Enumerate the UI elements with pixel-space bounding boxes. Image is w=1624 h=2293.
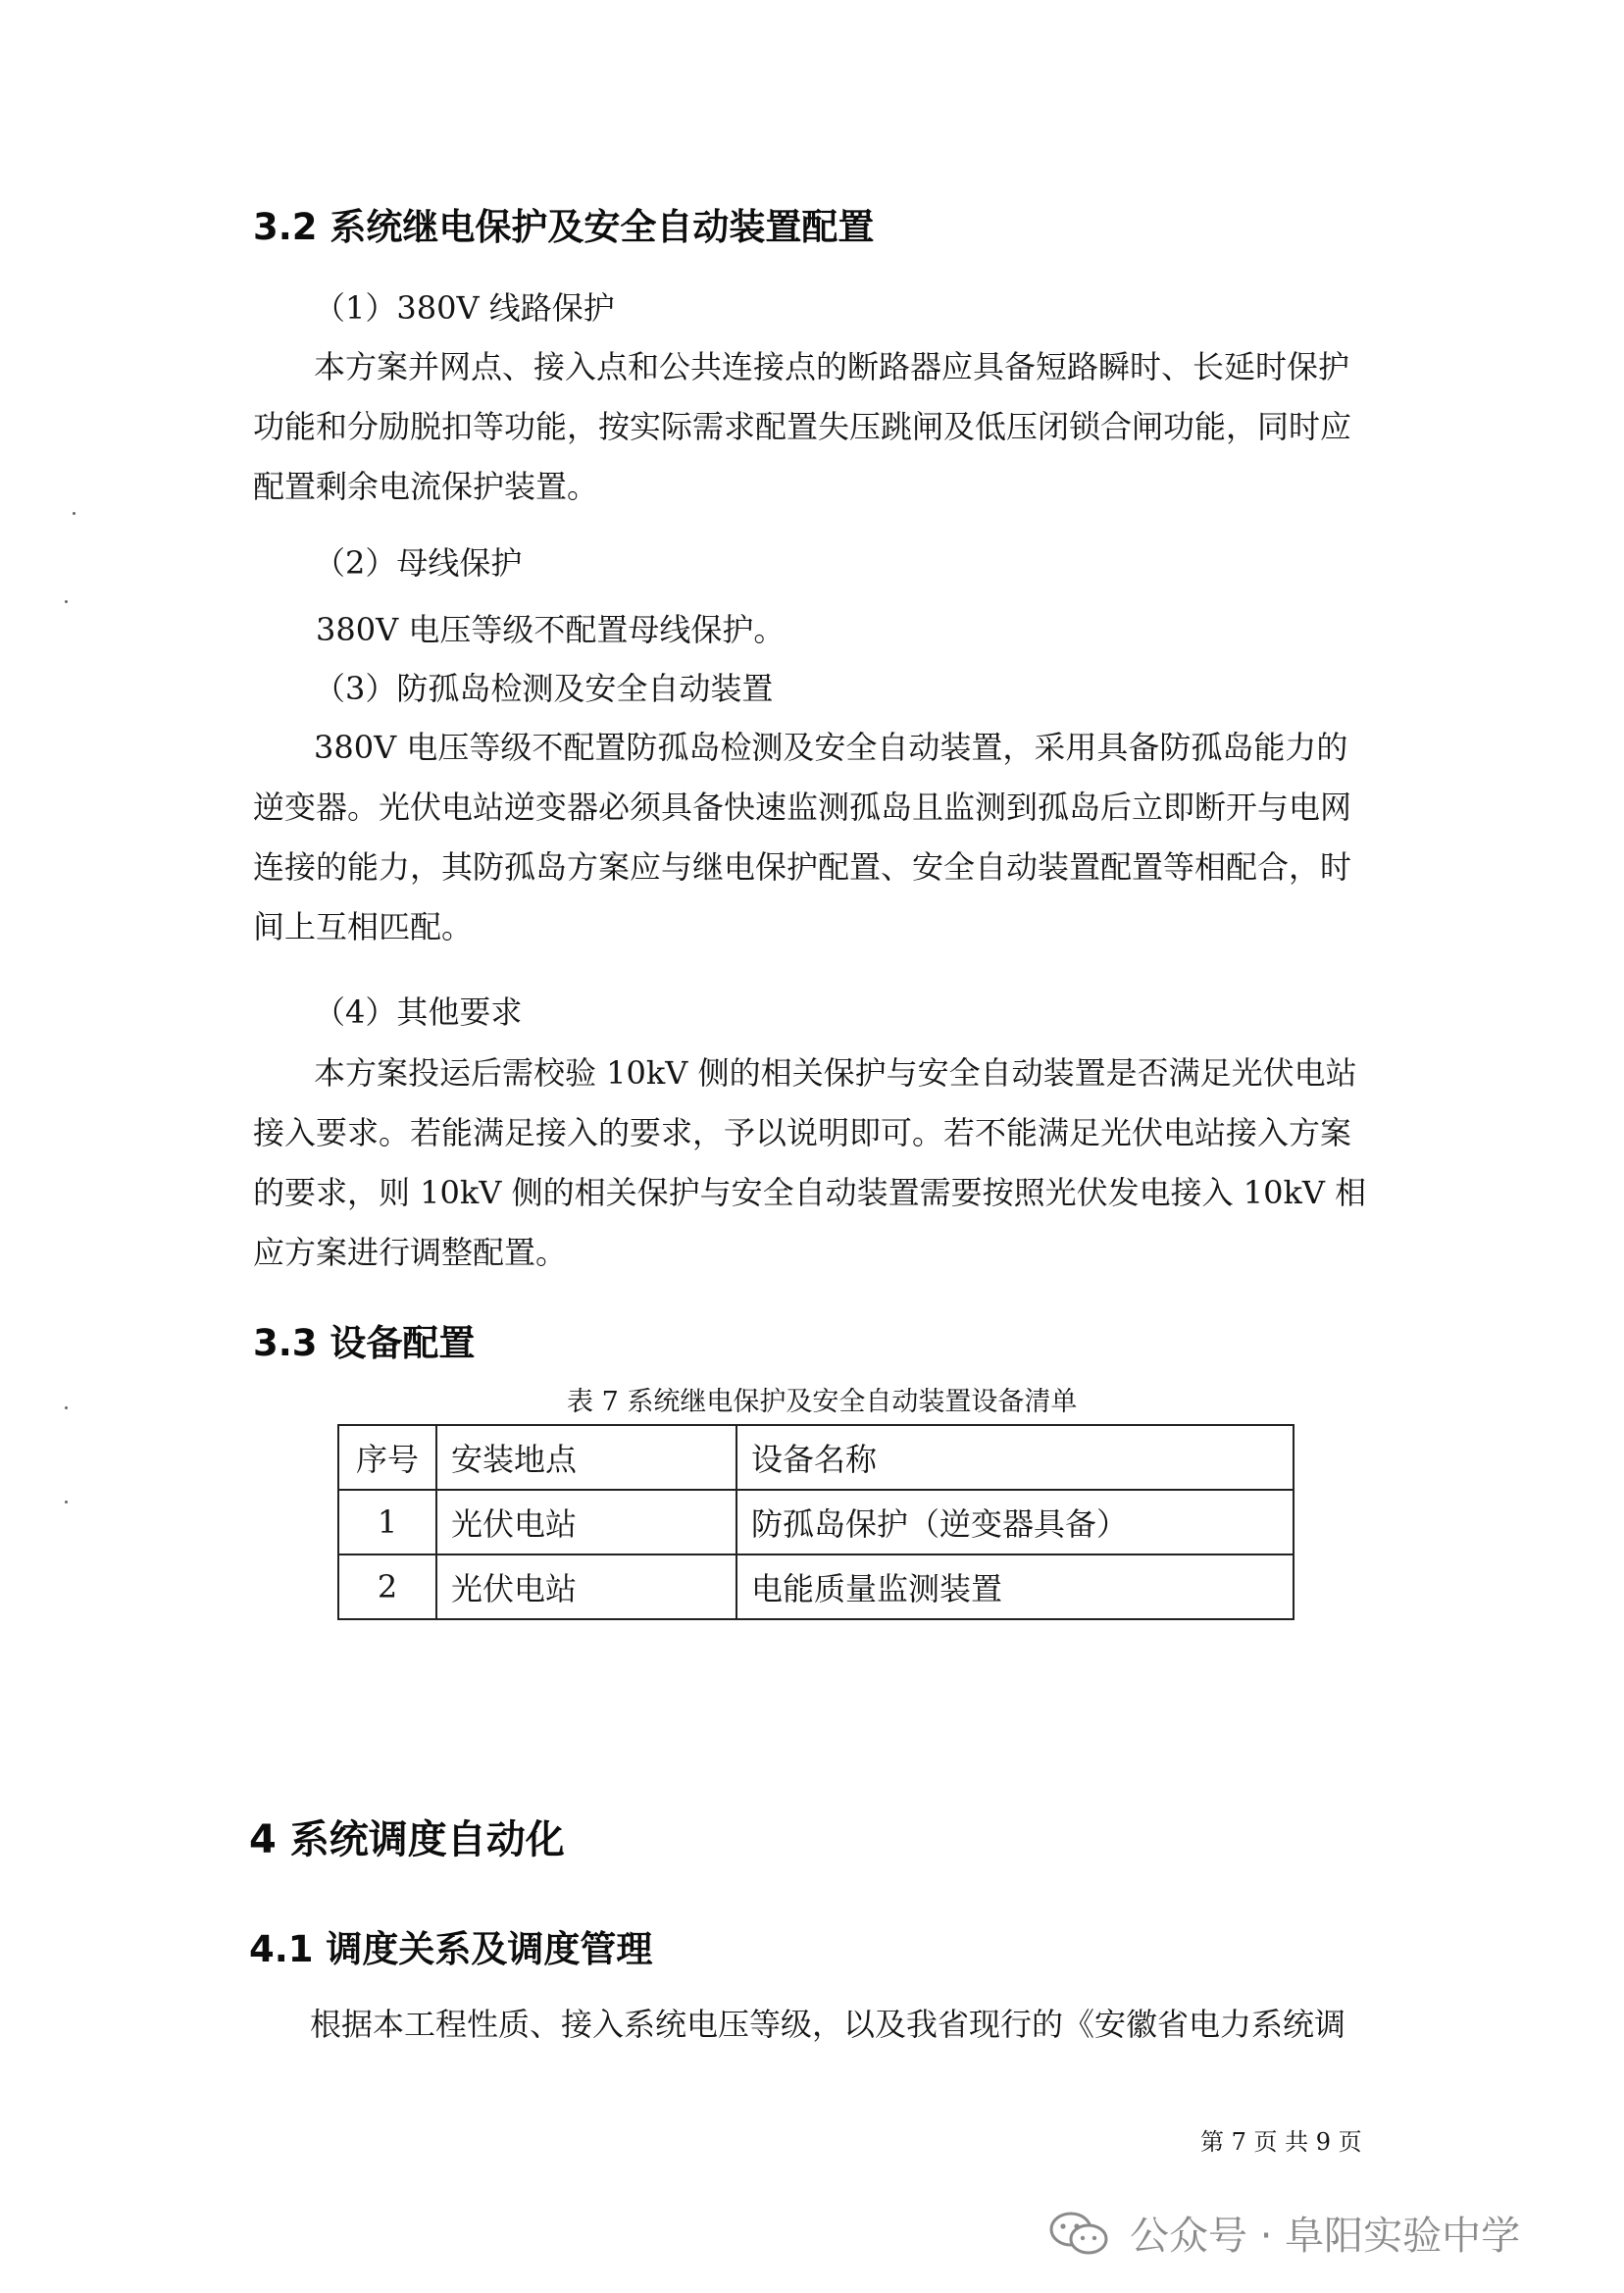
- section-3-2-heading: 3.2 系统继电保护及安全自动装置配置: [253, 206, 875, 248]
- scan-speck: [65, 1501, 68, 1503]
- wechat-watermark: [1047, 2205, 1520, 2261]
- item1-paragraph: [253, 337, 1351, 517]
- table-cell: 电能质量监测装置: [736, 1554, 1294, 1619]
- table-cell: 光伏电站: [436, 1490, 736, 1554]
- item3-title: （3）防孤岛检测及安全自动装置: [314, 670, 774, 707]
- paragraph-line: 功能和分励脱扣等功能，按实际需求配置失压跳闸及低压闭锁合闸功能，同时应: [253, 408, 1352, 445]
- table-cell: 1: [338, 1490, 436, 1554]
- table-cell: 2: [338, 1554, 436, 1619]
- section-4-1-heading: 4.1 调度关系及调度管理: [249, 1928, 653, 1970]
- paragraph-line: 本方案投运后需校验 10kV 侧的相关保护与安全自动装置是否满足光伏电站: [314, 1054, 1357, 1092]
- item2-paragraph: 380V 电压等级不配置母线保护。: [316, 611, 786, 648]
- paragraph-line: 配置剩余电流保护装置。: [253, 468, 599, 505]
- paragraph-line: 的要求，则 10kV 侧的相关保护与安全自动装置需要按照光伏发电接入 10kV 相: [253, 1174, 1367, 1211]
- paragraph-line: 连接的能力，其防孤岛方案应与继电保护配置、安全自动装置配置等相配合，时: [253, 848, 1352, 886]
- scan-speck: [65, 600, 68, 603]
- paragraph-line: 间上互相匹配。: [253, 908, 474, 945]
- scan-speck: [73, 512, 76, 515]
- header-device: 设备名称: [736, 1425, 1294, 1490]
- table-caption: 表 7 系统继电保护及安全自动装置设备清单: [567, 1387, 1078, 1417]
- page-number: 第 7 页 共 9 页: [1200, 2128, 1362, 2156]
- paragraph-line: 接入要求。若能满足接入的要求，予以说明即可。若不能满足光伏电站接入方案: [253, 1114, 1352, 1151]
- header-index: 序号: [338, 1425, 436, 1490]
- equipment-table: [337, 1424, 1294, 1620]
- section-4-1-paragraph: 根据本工程性质、接入系统电压等级，以及我省现行的《安徽省电力系统调: [310, 2006, 1346, 2043]
- item4-title: （4）其他要求: [314, 994, 523, 1031]
- header-location: 安装地点: [436, 1425, 736, 1490]
- section-4-heading: 4 系统调度自动化: [249, 1817, 565, 1862]
- scan-speck: [65, 1406, 68, 1409]
- item4-paragraph: [253, 1044, 1366, 1283]
- item3-paragraph: [253, 718, 1351, 957]
- wechat-icon: [1047, 2210, 1110, 2257]
- section-3-3-heading: 3.3 设备配置: [253, 1322, 476, 1364]
- paragraph-line: 应方案进行调整配置。: [253, 1234, 568, 1271]
- table-row: [338, 1554, 1294, 1619]
- table-header-row: [338, 1425, 1294, 1490]
- paragraph-line: 380V 电压等级不配置防孤岛检测及安全自动装置，采用具备防孤岛能力的: [314, 729, 1348, 766]
- item2-title: （2）母线保护: [314, 544, 523, 582]
- item1-title: （1）380V 线路保护: [314, 289, 615, 327]
- table-cell: 光伏电站: [436, 1554, 736, 1619]
- watermark-text: 公众号 · 阜阳实验中学: [1130, 2214, 1521, 2259]
- table-cell: 防孤岛保护（逆变器具备）: [736, 1490, 1294, 1554]
- paragraph-line: 本方案并网点、接入点和公共连接点的断路器应具备短路瞬时、长延时保护: [314, 348, 1350, 385]
- paragraph-line: 逆变器。光伏电站逆变器必须具备快速监测孤岛且监测到孤岛后立即断开与电网: [253, 789, 1352, 826]
- table-row: [338, 1490, 1294, 1554]
